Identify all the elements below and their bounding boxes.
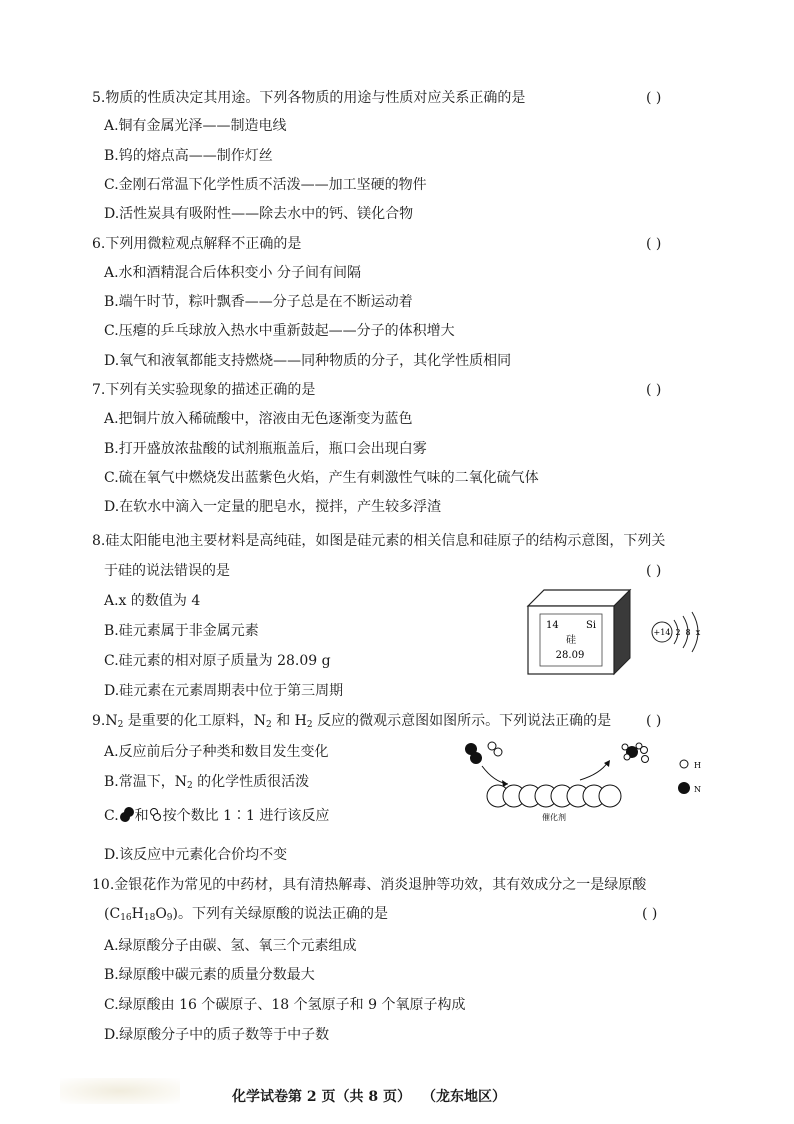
- q9-option-c-part: 和: [134, 808, 149, 824]
- element-atomic-number: 14: [546, 620, 559, 631]
- n-atom: [470, 752, 482, 764]
- q5-option-c: C.金刚石常温下化学性质不活泼——加工坚硬的物件: [104, 177, 427, 193]
- q9-option-c-part: 按个数比 1∶1 进行该反应: [162, 808, 330, 824]
- h-atom: [488, 742, 496, 750]
- q9-subscript: 2: [117, 720, 124, 730]
- q10-formula-subscript: 18: [143, 913, 156, 923]
- q7-option-a: A.把铜片放入稀硫酸中，溶液由无色逐渐变为蓝色: [104, 411, 413, 427]
- q9-option-c-part: C.: [104, 808, 119, 824]
- q9-subscript: 2: [266, 720, 272, 730]
- h-atom: [494, 748, 502, 756]
- shell-1-electrons: 2: [675, 628, 681, 637]
- catalyst-label: 催化剂: [542, 813, 566, 822]
- q9-option-a: A.反应前后分子种类和数目发生变化: [104, 744, 329, 760]
- q10-formula-part: O: [155, 906, 167, 922]
- q5-option-d: D.活性炭具有吸附性——除去水中的钙、镁化合物: [104, 206, 414, 222]
- q10-option-d: D.绿原酸分子中的质子数等于中子数: [104, 1027, 330, 1043]
- q5-stem: 5.物质的性质决定其用途。下列各物质的用途与性质对应关系正确的是: [92, 90, 526, 106]
- q9-option-b-subscript: 2: [187, 781, 193, 791]
- silicon-atom-structure: [650, 608, 720, 656]
- q8-option-d: D.硅元素在元素周期表中位于第三周期: [104, 683, 344, 699]
- q10-answer-paren: ( ): [642, 906, 658, 922]
- q7-answer-paren: ( ): [646, 382, 662, 398]
- q10-formula-part: (C: [104, 906, 121, 922]
- q5-answer-paren: ( ): [646, 90, 662, 106]
- q8-stem-line2: 于硅的说法错误的是: [104, 563, 230, 579]
- q6-option-b: B.端午时节，粽叶飘香——分子总是在不断运动着: [104, 294, 413, 310]
- q5-option-b: B.钨的熔点高——制作灯丝: [104, 148, 273, 164]
- q9-option-b: [104, 773, 309, 795]
- q10-formula-part: )。下列有关绿原酸的说法正确的是: [172, 906, 388, 922]
- legend-n-icon: [678, 782, 690, 794]
- n2-molecule-icon: [119, 806, 135, 824]
- q10-option-a: A.绿原酸分子由碳、氢、氧三个元素组成: [104, 938, 357, 954]
- q6-stem: 6.下列用微粒观点解释不正确的是: [92, 236, 302, 252]
- q8-option-b: B.硅元素属于非金属元素: [104, 623, 259, 639]
- legend-h-icon: [680, 760, 688, 768]
- q9-option-c: [104, 806, 329, 825]
- arrow-down: [482, 766, 508, 784]
- q8-option-c: C.硅元素的相对原子质量为 28.09 g: [104, 653, 331, 669]
- q7-option-d: D.在软水中滴入一定量的肥皂水，搅拌，产生较多浮渣: [104, 499, 442, 515]
- element-atomic-mass: 28.09: [555, 650, 585, 661]
- shell-3-electrons: x: [695, 628, 701, 637]
- q6-option-a: A.水和酒精混合后体积变小 分子间有间隔: [104, 265, 362, 281]
- q9-stem-part: 反应的微观示意图如图所示。下列说法正确的是: [312, 713, 612, 729]
- nucleus-charge: +14: [653, 628, 671, 637]
- shell-2-electrons: 8: [685, 628, 691, 637]
- q6-answer-paren: ( ): [646, 236, 662, 252]
- silicon-element-cube: [526, 588, 636, 678]
- page-footer: [232, 1086, 524, 1106]
- q9-option-d: D.该反应中元素化合价均不变: [104, 847, 288, 863]
- footer-region: （龙东地区）: [428, 1089, 506, 1105]
- q6-option-d: D.氧气和液氧都能支持燃烧——同种物质的分子，其化学性质相同: [104, 353, 512, 369]
- q8-stem-line1: 8.硅太阳能电池主要材料是高纯硅，如图是硅元素的相关信息和硅原子的结构示意图，下列关: [92, 533, 666, 549]
- q9-stem-part: 9.N: [92, 713, 118, 729]
- q7-option-b: B.打开盛放浓盐酸的试剂瓶瓶盖后，瓶口会出现白雾: [104, 441, 427, 457]
- q6-option-c: C.压瘪的乒乓球放入热水中重新鼓起——分子的体积增大: [104, 323, 455, 339]
- q9-stem-part: 是重要的化工原料，N: [123, 713, 267, 729]
- element-name: 硅: [566, 635, 576, 646]
- q7-option-c: C.硫在氧气中燃烧发出蓝紫色火焰，产生有刺激性气味的二氧化硫气体: [104, 470, 539, 486]
- legend-h-label: H: [694, 761, 701, 770]
- catalyst-surface: [487, 785, 621, 807]
- ammonia-synthesis-diagram: [460, 738, 710, 822]
- q9-option-b-part: 的化学性质很活泼: [192, 774, 310, 790]
- q5-option-a: A.铜有金属光泽——制造电线: [104, 118, 287, 134]
- q9-stem: [92, 712, 611, 734]
- q8-answer-paren: ( ): [646, 563, 662, 579]
- q10-option-c: C.绿原酸由 16 个碳原子、18 个氢原子和 9 个氧原子构成: [104, 997, 466, 1013]
- nh3-h-atom: [622, 744, 628, 750]
- h2-molecule-icon: [149, 806, 163, 824]
- element-symbol: Si: [586, 620, 597, 631]
- cube-top-face: [528, 590, 630, 606]
- arrow-up: [580, 762, 608, 780]
- q9-stem-part: 和 H: [271, 713, 307, 729]
- q9-subscript: 2: [306, 720, 313, 730]
- q9-option-b-part: B.常温下，N: [104, 774, 187, 790]
- q10-stem-line1: 10.金银花作为常见的中药材，具有清热解毒、消炎退肿等功效，其有效成分之一是绿原酸: [92, 877, 647, 893]
- footer-page-info: 化学试卷第 2 页（共 8 页）: [232, 1089, 411, 1105]
- q10-formula-part: H: [131, 906, 144, 922]
- h-atom: [641, 747, 648, 754]
- q7-stem: 7.下列有关实验现象的描述正确的是: [92, 382, 316, 398]
- q10-formula-subscript: 9: [166, 913, 173, 923]
- legend-n-label: N: [694, 785, 701, 794]
- q9-answer-paren: ( ): [646, 713, 662, 729]
- q10-option-b: B.绿原酸中碳元素的质量分数最大: [104, 967, 315, 983]
- scan-smudge: [60, 1078, 180, 1104]
- q10-stem-line2: [104, 905, 388, 927]
- q10-formula-subscript: 16: [120, 913, 132, 923]
- h-atom: [642, 756, 649, 763]
- nh3-h-atom: [624, 754, 630, 760]
- q8-option-a: A.x 的数值为 4: [104, 593, 201, 609]
